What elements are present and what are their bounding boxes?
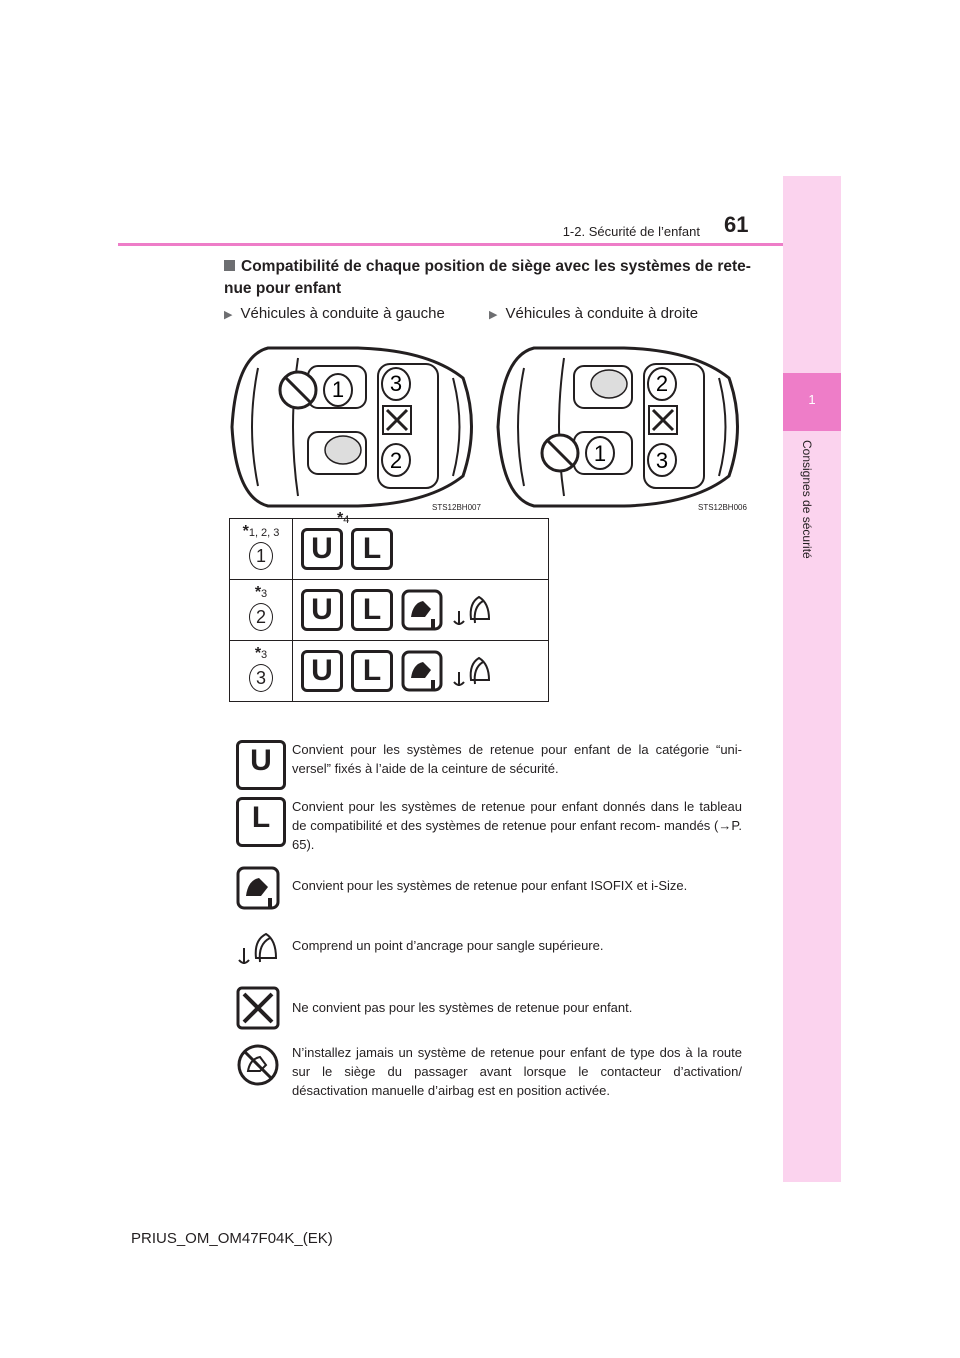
legend-text: N’installez jamais un système de retenue pour enfant de type dos à la route sur le siège du passager avant lorsque le contacteur d’activation/ désactivation manuelle d’airbag est en position activée. [292, 1045, 742, 1098]
seat-cell [230, 519, 293, 580]
triangle-bullet-icon: ▶ [489, 309, 498, 321]
legend-text: Convient pour les systèmes de retenue pour enfant donnés dans le tableau de compatibilité et des systèmes de retenue pour enfant recom- mandés (→P. 65). [292, 799, 742, 852]
chapter-title: Consignes de sécurité [800, 440, 814, 559]
top-tether-anchor-icon [451, 589, 493, 631]
legend-text: Ne convient pas pour les systèmes de retenue pour enfant. [292, 1000, 633, 1015]
legend-text: Comprend un point d’ancrage pour sangle supérieure. [292, 938, 604, 953]
right-seat-label-2: 2 [655, 371, 669, 396]
footnote-mark: *3 [254, 645, 268, 662]
list-icon: L [351, 528, 393, 570]
table-row [230, 519, 549, 580]
chapter-side-tab [783, 176, 841, 1182]
header-rule [118, 243, 783, 246]
universal-icon: U [236, 740, 286, 790]
legend-text: Convient pour les systèmes de retenue pour enfant ISOFIX et i-Size. [292, 878, 688, 893]
left-seat-label-2: 2 [389, 448, 403, 473]
no-rear-facing-icon [236, 1043, 280, 1087]
left-seat-label-1: 1 [331, 377, 345, 402]
universal-icon: U [301, 650, 343, 692]
page-number: 61 [724, 212, 749, 237]
table-row [230, 580, 549, 641]
seat-cell [230, 641, 293, 702]
list-icon: L [351, 650, 393, 692]
triangle-bullet-icon: ▶ [224, 309, 233, 321]
footnote-mark: *1, 2, 3 [242, 523, 280, 540]
list-icon: L [236, 797, 286, 847]
universal-icon: U [301, 528, 343, 570]
badges-cell [293, 510, 549, 580]
section-title: 1-2. Sécurité de l’enfant [562, 224, 700, 239]
chapter-number: 1 [808, 392, 816, 407]
not-suitable-x-icon [236, 986, 280, 1030]
page-heading: Compatibilité de chaque position de siège avec les systèmes de rete- nue pour enfant [224, 258, 751, 297]
footnote-mark: *3 [254, 584, 268, 601]
heading-bullet-icon [224, 260, 235, 271]
universal-icon: U [301, 589, 343, 631]
left-hand-drive-car-diagram [228, 338, 484, 516]
footnote-mark: *4 [337, 510, 350, 527]
right-seat-label-1: 1 [593, 441, 607, 466]
right-seat-label-3: 3 [655, 448, 669, 473]
subheading-left: ▶ Véhicules à conduite à gauche [224, 305, 445, 322]
isofix-icon [236, 866, 280, 910]
right-hand-drive-car-diagram [494, 338, 750, 516]
left-seat-label-3: 3 [389, 371, 403, 396]
left-figure-code: STS12BH007 [432, 503, 481, 512]
isofix-icon [401, 650, 443, 692]
subheading-right: ▶ Véhicules à conduite à droite [489, 305, 699, 322]
badges-cell [293, 580, 549, 641]
compatibility-table [229, 510, 549, 702]
legend-text: Convient pour les systèmes de retenue pour enfant de la catégorie “uni- versel” fixés à l’aide de la ceinture de sécurité. [292, 742, 742, 776]
seat-number: 1 [249, 542, 273, 570]
list-icon: L [351, 589, 393, 631]
seat-cell [230, 580, 293, 641]
top-tether-anchor-icon [451, 650, 493, 692]
seat-number: 3 [249, 664, 273, 692]
top-tether-anchor-icon [236, 926, 280, 970]
right-figure-code: STS12BH006 [698, 503, 747, 512]
document-footer: PRIUS_OM_OM47F04K_(EK) [131, 1230, 333, 1247]
table-row [230, 641, 549, 702]
isofix-icon [401, 589, 443, 631]
seat-number: 2 [249, 603, 273, 631]
badges-cell [293, 641, 549, 702]
